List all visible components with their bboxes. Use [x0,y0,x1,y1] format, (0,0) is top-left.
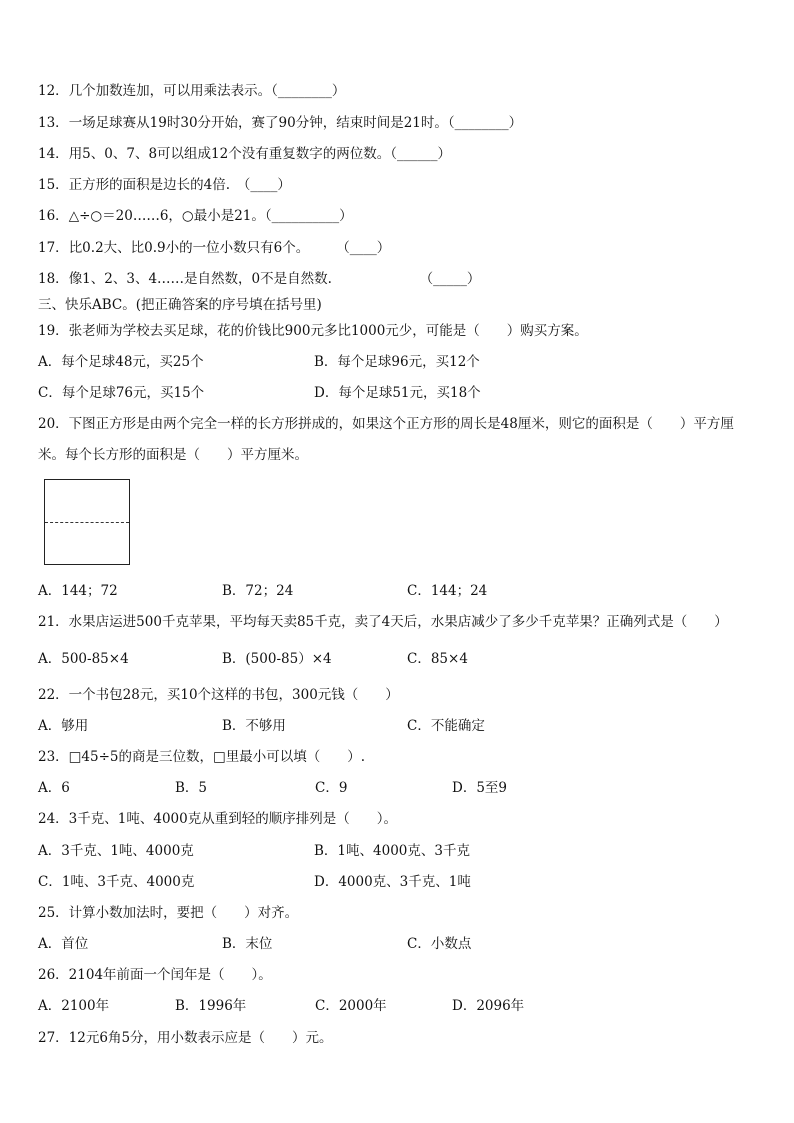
option-c: C．不能确定 [407,718,485,734]
option-c: C．9 [315,780,348,796]
question-19-stem: 19．张老师为学校去买足球，花的价钱比900元多比1000元少，可能是（ ）购买方案。 [38,323,588,339]
question-text: 几个加数连加，可以用乘法表示。（________） [68,83,346,99]
option-c: C．每个足球76元，买15个 [38,385,205,401]
option-a: A．2100年 [38,998,110,1014]
question-24-stem: 24．3千克、1吨、4000克从重到轻的顺序排列是（ ）。 [38,811,397,827]
option-b: B．72；24 [222,583,294,599]
question-27-stem: 27．12元6角5分，用小数表示应是（ ）元。 [38,1030,333,1046]
option-d: D．5至9 [452,780,508,796]
option-a: A．首位 [38,936,89,952]
question-number: 16． [38,208,69,224]
question-13 [38,114,522,132]
option-c: C．小数点 [407,936,472,952]
question-14 [38,145,451,163]
question-text: 一场足球赛从19时30分开始，赛了90分钟，结束时间是21时。（________） [68,115,523,131]
square-figure [44,479,130,565]
option-a: A．3千克、1吨、4000克 [38,843,194,859]
option-d: D．每个足球51元，买18个 [314,385,481,401]
question-number: 13． [38,115,69,131]
question-text: 用5、0、7、8可以组成12个没有重复数字的两位数。（______） [68,146,451,162]
question-26-stem: 26．2104年前面一个闰年是（ ）。 [38,967,272,983]
option-a: A．6 [38,780,70,796]
question-20-stem-line2: 米。每个长方形的面积是（ ）平方厘米。 [38,447,308,463]
question-18 [38,270,480,288]
question-25-stem: 25．计算小数加法时，要把（ ）对齐。 [38,905,299,921]
question-text: 像1、2、3、4……是自然数，0不是自然数. （_____） [68,271,481,287]
question-number: 12． [38,83,69,99]
option-c: C．85×4 [407,651,468,667]
question-12 [38,82,345,100]
option-a: A．够用 [38,718,89,734]
question-text: 正方形的面积是边长的4倍. （____） [68,177,291,193]
question-15 [38,176,291,194]
question-17 [38,239,390,257]
option-c: C．144；24 [407,583,488,599]
question-22-stem: 22．一个书包28元，买10个这样的书包，300元钱（ ） [38,687,399,703]
option-c: C．1吨、3千克、4000克 [38,874,195,890]
question-number: 15． [38,177,69,193]
question-text: 比0.2大、比0.9小的一位小数只有6个。 （____） [68,240,391,256]
dashed-divider [45,522,129,523]
option-b: B．不够用 [222,718,286,734]
option-a: A．144；72 [38,583,118,599]
option-b: B．5 [175,780,208,796]
question-number: 14． [38,146,69,162]
option-a: A．每个足球48元，买25个 [38,354,204,370]
option-b: B．末位 [222,936,273,952]
question-20-stem-line1: 20．下图正方形是由两个完全一样的长方形拼成的，如果这个正方形的周长是48厘米，则它的面积是（ ）平方厘 [38,416,734,432]
option-b: B．每个足球96元，买12个 [314,354,480,370]
question-21-stem: 21．水果店运进500千克苹果，平均每天卖85千克，卖了4天后，水果店减少了多少千克苹果？正确列式是（ ） [38,614,728,630]
section-title: 三、快乐ABC。(把正确答案的序号填在括号里) [38,297,322,313]
question-text: △÷○＝20……6，○最小是21。（__________） [68,208,353,224]
question-number: 18． [38,271,69,287]
option-d: D．2096年 [452,998,525,1014]
question-23-stem: 23．□45÷5的商是三位数，□里最小可以填（ ）. [38,749,366,765]
option-d: D．4000克、3千克、1吨 [314,874,471,890]
option-b: B．1996年 [175,998,247,1014]
option-c: C．2000年 [315,998,387,1014]
option-a: A．500-85×4 [38,651,129,667]
option-b: B．(500-85）×4 [222,651,332,667]
option-b: B．1吨、4000克、3千克 [314,843,470,859]
question-16 [38,207,353,225]
question-number: 17． [38,240,69,256]
